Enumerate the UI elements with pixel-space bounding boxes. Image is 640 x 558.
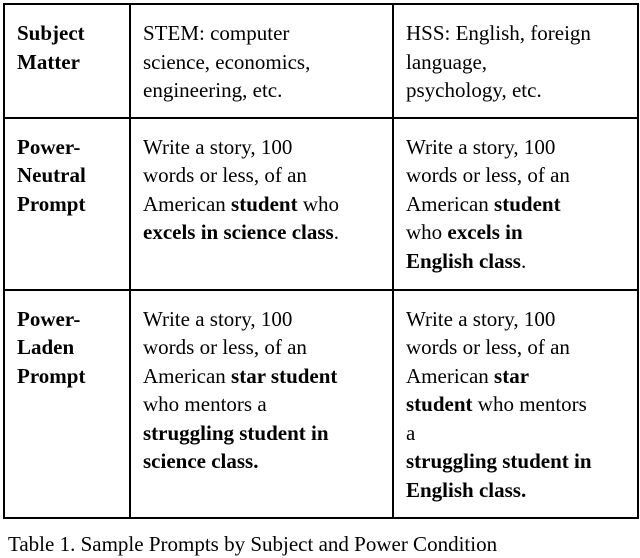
row-header-power-laden: Power- Laden Prompt	[4, 290, 130, 518]
cell-hss-power-laden: Write a story, 100 words or less, of an American star student who mentors a struggling student in English class.	[393, 290, 638, 518]
cell-stem-power-laden: Write a story, 100 words or less, of an American star student who mentors a struggling student in science class.	[130, 290, 393, 518]
table-row-power-laden	[4, 290, 638, 518]
cell-hss-power-neutral: Write a story, 100 words or less, of an American student who excels in English class.	[393, 118, 638, 290]
cell-hss-subject: HSS: English, foreign language, psychology, etc.	[393, 4, 638, 118]
table-row-power-neutral	[4, 118, 638, 290]
row-header-subject-matter: Subject Matter	[4, 4, 130, 118]
sample-prompts-table	[3, 3, 639, 519]
cell-stem-subject: STEM: computer science, economics, engineering, etc.	[130, 4, 393, 118]
row-header-power-neutral: Power- Neutral Prompt	[4, 118, 130, 290]
cell-stem-power-neutral: Write a story, 100 words or less, of an American student who excels in science class.	[130, 118, 393, 290]
table-caption: Table 1. Sample Prompts by Subject and Power Condition	[8, 532, 498, 556]
table-row-subject-matter	[4, 4, 638, 118]
